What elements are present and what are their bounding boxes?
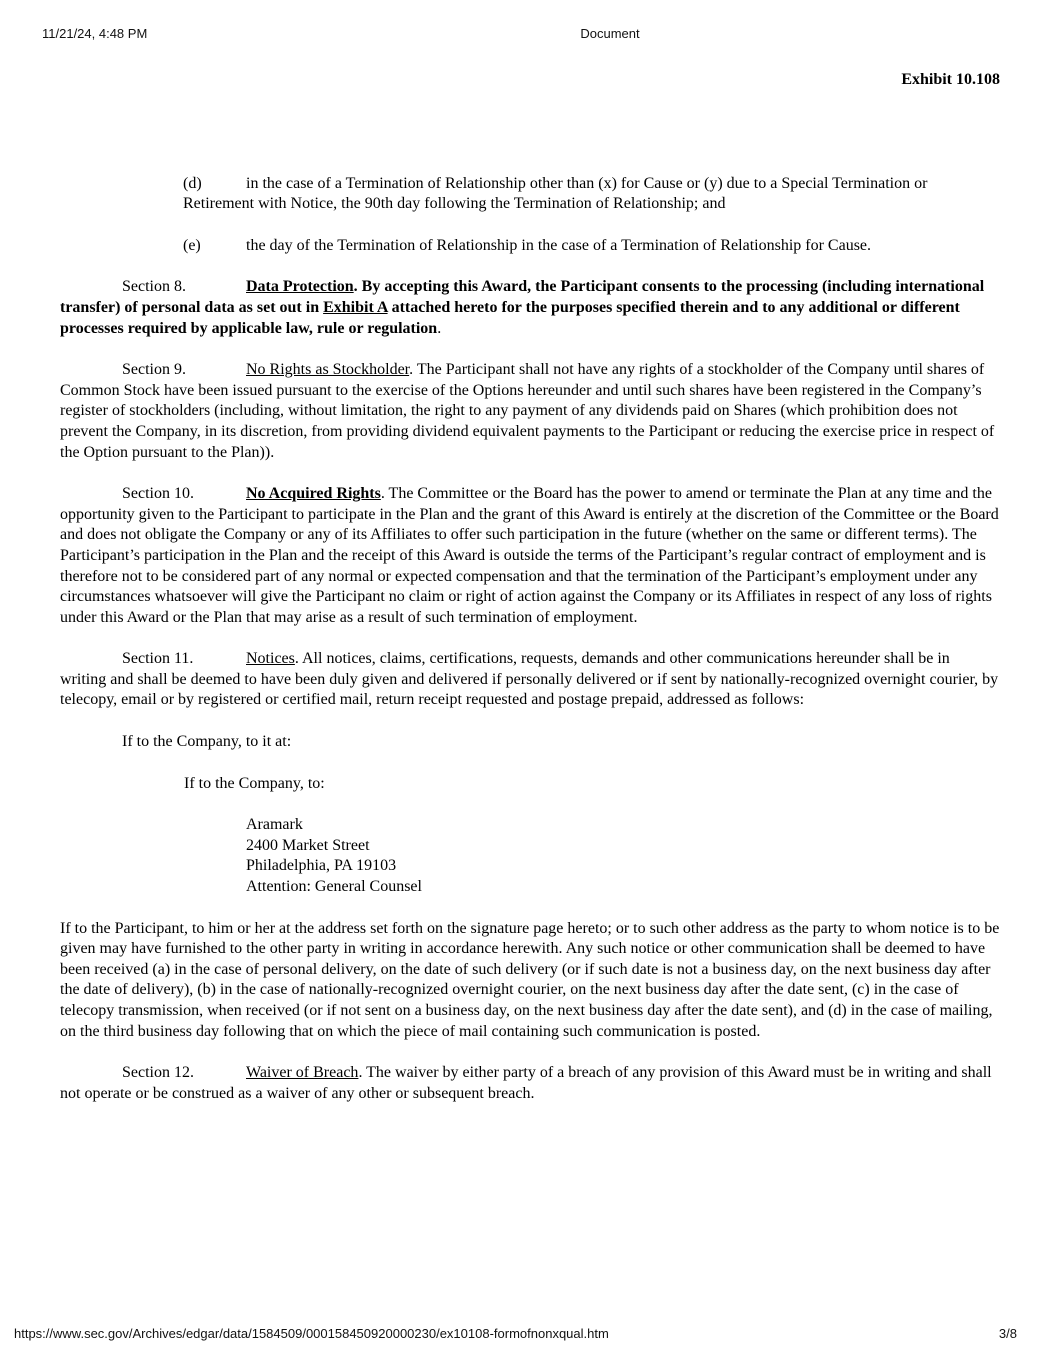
- section-8-heading: Data Protection: [246, 278, 354, 296]
- section-11-text: . All notices, claims, certifications, requests, demands and other communications hereunder shall be in writing and shall be deemed to have been duly given and delivered if personally delivered or if sent by nationally-recognized overnight courier, by telecopy, email or by registered or certified mail, return receipt requested and postage prepaid, addressed as follows:: [60, 650, 999, 709]
- address-line: Attention: General Counsel: [246, 878, 422, 896]
- section-9-text: . The Participant shall not have any rights of a stockholder of the Company until shares of Common Stock have been issued pursuant to the exercise of the Options hereunder and until such shares have been registered in the Company’s register of stockholders (including, without limitation, the right to any payment of any dividends paid on Shares (which prohibition does not prevent the Company, in its discretion, from providing dividend equivalent payments to the Participant or reducing the exercise price in respect of the Option pursuant to the Plan)).: [60, 361, 995, 461]
- address-line: 2400 Market Street: [246, 836, 370, 854]
- company-address: [60, 815, 1000, 897]
- company-intro: If to the Company, to it at:: [122, 733, 292, 751]
- print-footer: [0, 1326, 1055, 1344]
- item-e-text: the day of the Termination of Relationship in the case of a Termination of Relationship for Cause.: [246, 236, 872, 254]
- section-11-number: Section 11.: [122, 650, 194, 668]
- section-11: [60, 649, 1000, 711]
- item-e: [60, 236, 1000, 257]
- print-header: [0, 26, 1055, 44]
- item-d-text: in the case of a Termination of Relationship other than (x) for Cause or (y) due to a Special Termination or Retirement with Notice, the 90th day following the Termination of Relationship; and: [183, 174, 928, 213]
- section-10-text: . The Committee or the Board has the power to amend or terminate the Plan at any time and the opportunity given to the Participant to participate in the Plan and the grant of this Award is entirely at the discretion of the Committee or the Board and does not obligate the Company or any of its Affiliates to offer such participation in the future (whether on the same or different terms). The Participant’s participation in the Plan and the receipt of this Award is outside the terms of the Participant’s regular contract of employment and is therefore not to be considered part of any normal or expected compensation and that the termination of the Participant’s employment under any circumstances whatsoever will give the Participant no claim or right of action against the Company or its Affiliates in respect of any loss of rights under this Award or the Plan that may arise as a result of such termination of employment.: [60, 485, 999, 626]
- section-8-number: Section 8.: [122, 278, 186, 296]
- section-9-number: Section 9.: [122, 361, 186, 379]
- print-url: https://www.sec.gov/Archives/edgar/data/1584509/000158450920000230/ex10108-formofnonxqual.htm: [14, 1326, 609, 1341]
- document-body: [60, 70, 1000, 1104]
- section-12-text: . The waiver by either party of a breach of any provision of this Award must be in writing and shall not operate or be construed as a waiver of any other or subsequent breach.: [60, 1064, 992, 1102]
- section-8-text-a: . By accepting this Award, the Participant consents to the processing (including international transfer) of personal data as set out in: [60, 278, 985, 316]
- section-12: [60, 1063, 1000, 1104]
- print-datetime: 11/21/24, 4:48 PM: [42, 26, 148, 41]
- company-to: If to the Company, to:: [184, 774, 325, 792]
- participant-notice: If to the Participant, to him or her at the address set forth on the signature page hereto; or to such other address as the party to whom notice is to be given may have furnished to the other party in writing in accordance herewith. Any such notice or other communication shall be deemed to have been received (a) in the case of personal delivery, on the date of such delivery (or if such date is not a business day, on the next business day after the date of delivery), (b) in the case of nationally-recognized overnight courier, on the next business day after the date sent, (c) in the case of telecopy transmission, when received (or if not sent on a business day, on the next business day after the date sent), and (d) in the case of mailing, on the third business day following that on which the piece of mail containing such communication is posted.: [60, 919, 1000, 1040]
- section-8-end: .: [437, 319, 442, 337]
- exhibit-label: Exhibit 10.108: [901, 71, 1000, 88]
- section-8: [0, 277, 1000, 339]
- print-title: Document: [580, 26, 640, 41]
- section-10-heading: No Acquired Rights: [246, 485, 381, 503]
- section-9: [60, 360, 1000, 463]
- address-line: Aramark: [246, 816, 303, 834]
- section-12-heading: Waiver of Breach: [246, 1064, 359, 1082]
- section-8-text-b: attached hereto for the purposes specified therein and to any additional or different processes required by applicable law, rule or regulation: [60, 298, 960, 337]
- section-10-number: Section 10.: [122, 485, 194, 503]
- section-12-number: Section 12.: [122, 1064, 194, 1082]
- address-line: Philadelphia, PA 19103: [246, 857, 397, 875]
- item-d: [60, 174, 1000, 215]
- section-9-heading: No Rights as Stockholder: [246, 361, 410, 379]
- item-e-label: (e): [183, 236, 201, 254]
- page-number: 3/8: [998, 1326, 1017, 1341]
- exhibit-a-link[interactable]: Exhibit A: [323, 298, 388, 316]
- section-10: [60, 484, 1000, 628]
- item-d-label: (d): [183, 174, 202, 192]
- section-11-heading: Notices: [246, 650, 295, 668]
